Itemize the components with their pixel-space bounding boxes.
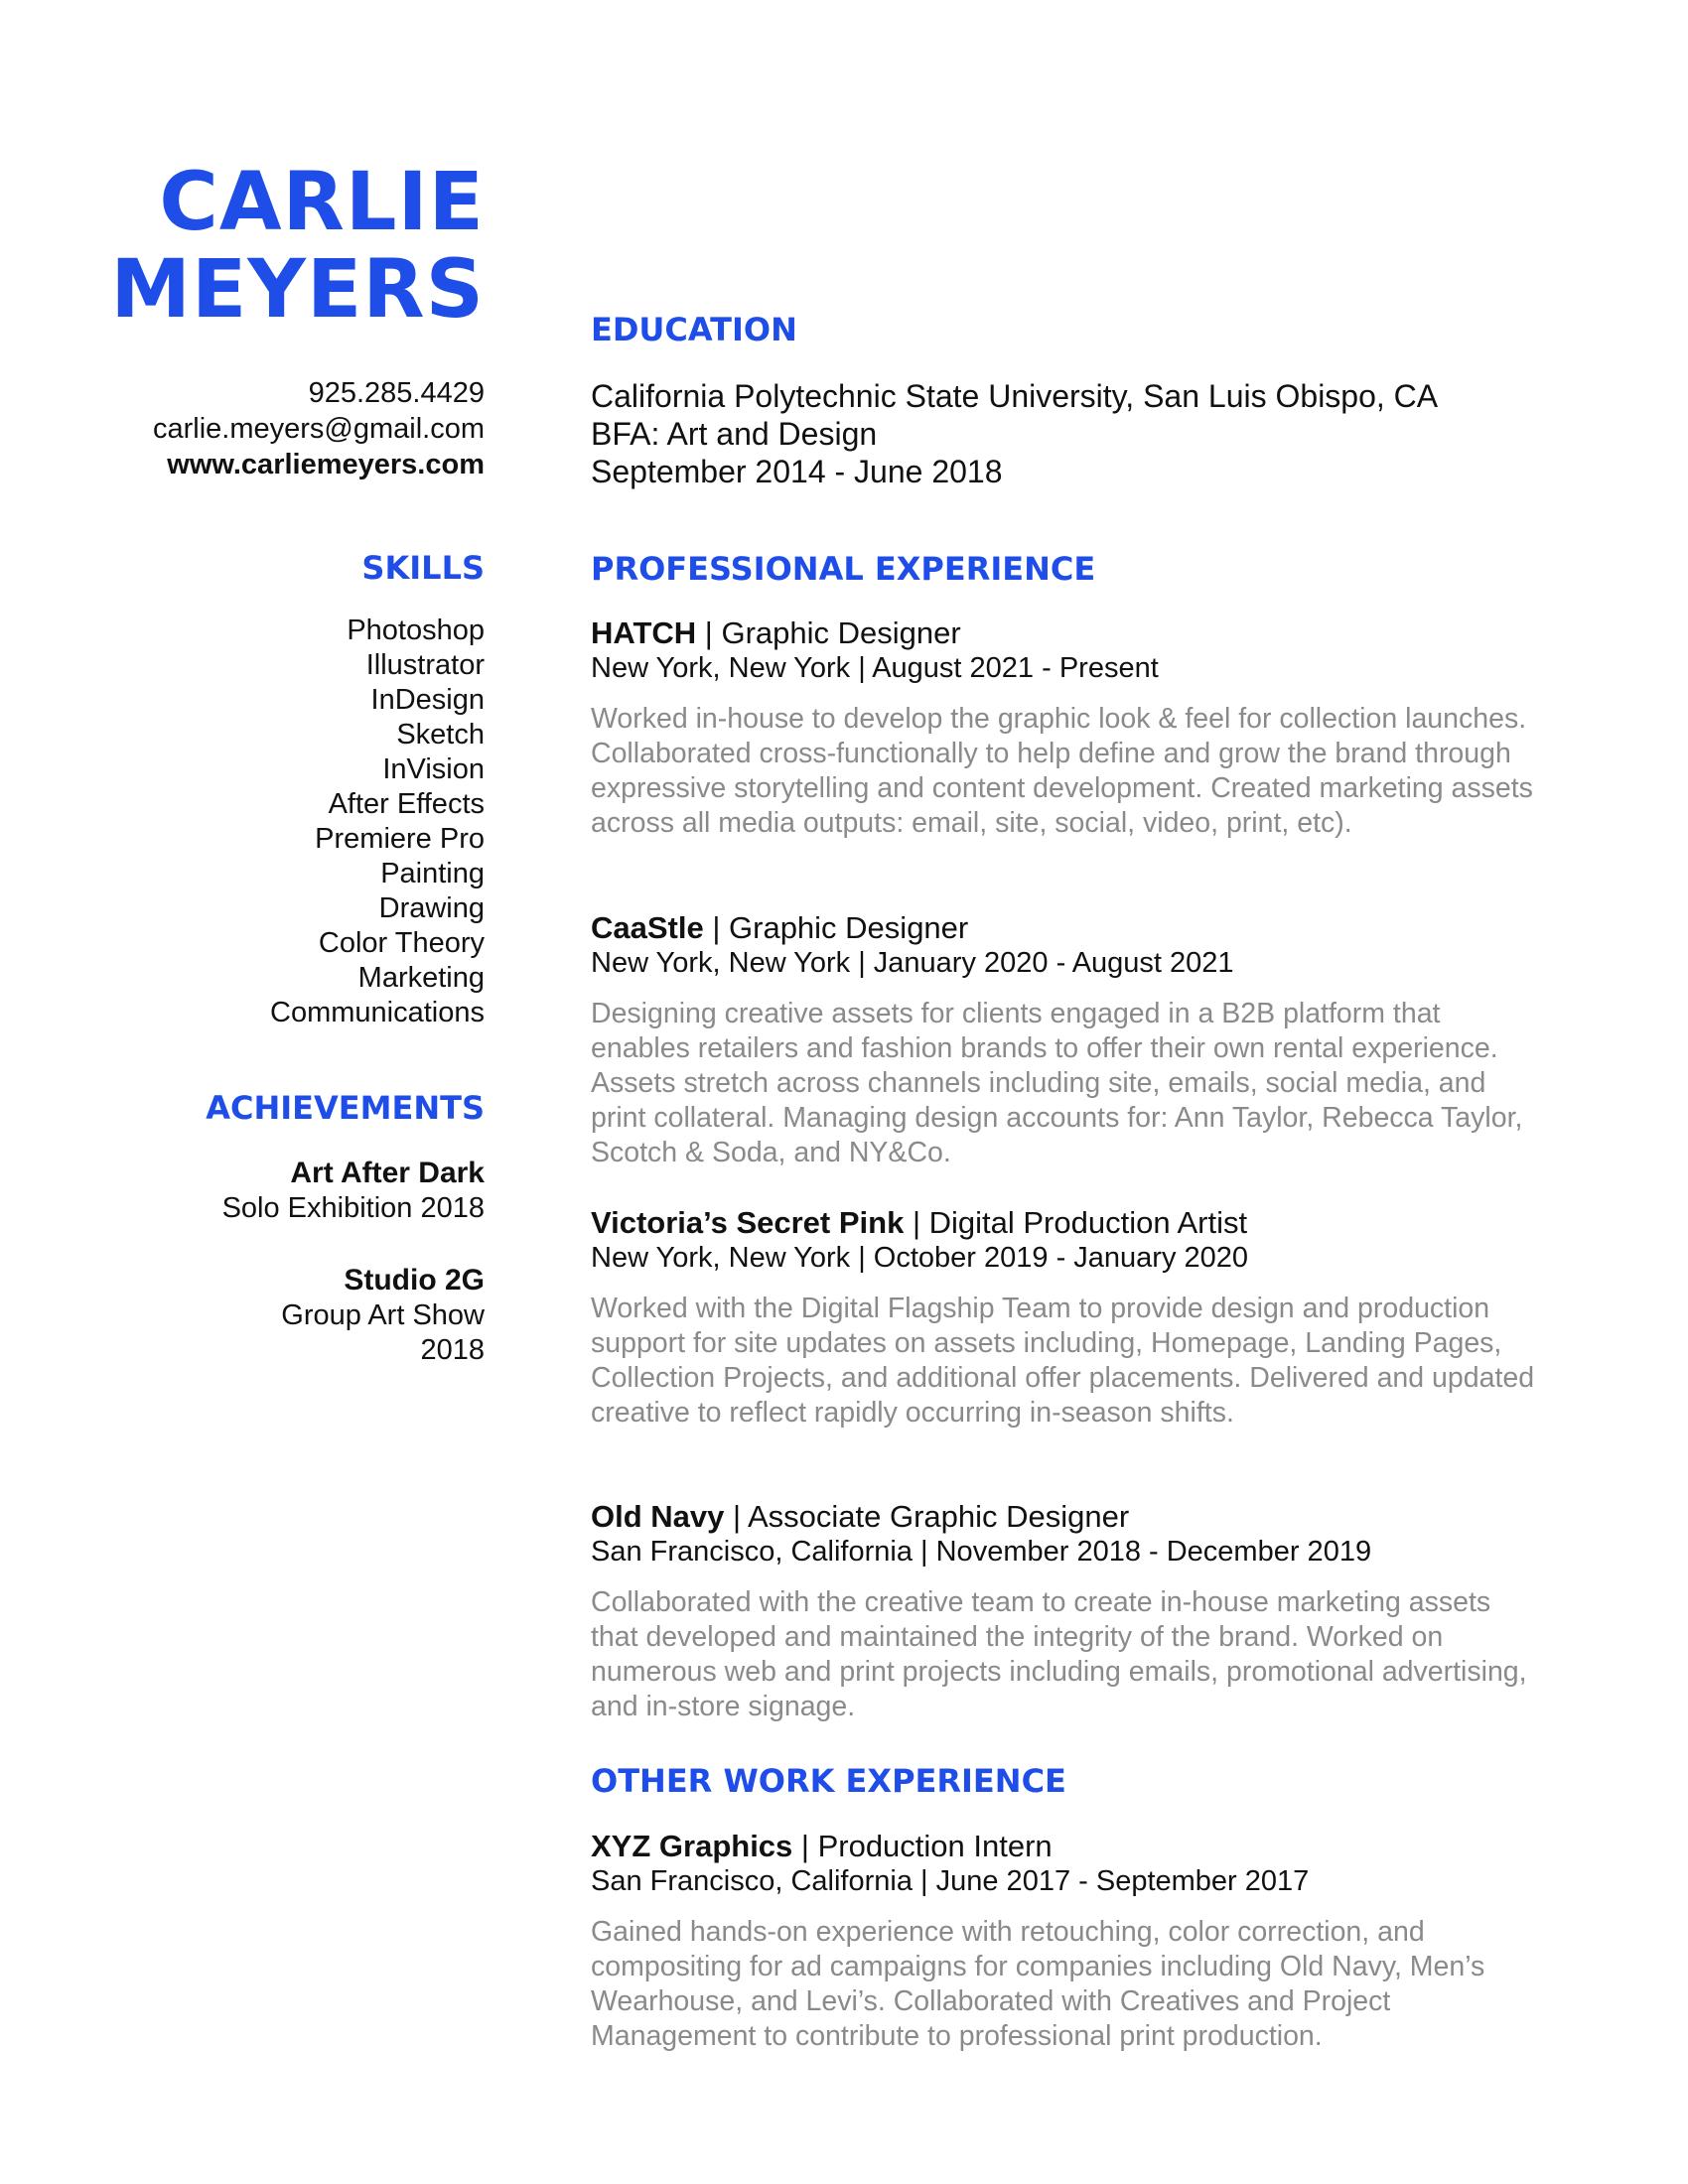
achievement-detail: Group Art Show <box>281 1299 485 1331</box>
achievements-heading: ACHIEVEMENTS <box>206 1089 485 1127</box>
skill-item: Communications <box>270 997 485 1028</box>
job-meta: San Francisco, California | June 2017 - September 2017 <box>591 1865 1310 1897</box>
skill-item: InVision <box>382 753 485 785</box>
achievement-item <box>222 1156 485 1226</box>
job-title: Graphic Designer <box>721 615 961 650</box>
job-description: Gained hands-on experience with retouching, color correction, and compositing for ad campaigns for companies including Old Navy, Men’s Wearhouse, and Levi’s. Collaborated with Creatives and Project Management to contribute to professional print production. <box>591 1916 1485 2052</box>
other-experience-heading: OTHER WORK EXPERIENCE <box>591 1762 1066 1800</box>
job-header: Old Navy | Associate Graphic Designer <box>591 1499 1130 1534</box>
achievement-title: Studio 2G <box>344 1264 485 1297</box>
job-title: Associate Graphic Designer <box>747 1499 1130 1534</box>
job-description: Designing creative assets for clients engaged in a B2B platform that enables retailers and fashion brands to offer their own rental experience. Assets stretch across channels including site, emails, social media, and print collateral. Managing design accounts for: Ann Taylor, Rebecca Taylor, Scotch & Soda, and NY&Co. <box>591 998 1523 1168</box>
job-entry <box>591 1205 1584 1431</box>
skill-item: Marketing <box>357 962 485 994</box>
skill-item: Premiere Pro <box>315 823 485 855</box>
website[interactable]: www.carliemeyers.com <box>167 449 485 480</box>
job-title: Production Intern <box>817 1829 1053 1863</box>
skill-item: Color Theory <box>318 927 485 959</box>
skill-item: InDesign <box>370 684 485 716</box>
job-company: Old Navy <box>591 1499 725 1534</box>
achievement-title: Art After Dark <box>290 1157 485 1189</box>
education-degree: BFA: Art and Design <box>591 416 878 452</box>
job-header: HATCH | Graphic Designer <box>591 615 961 650</box>
job-entry <box>591 615 1584 841</box>
job-meta: San Francisco, California | November 2018 - December 2019 <box>591 1536 1372 1568</box>
last-name: MEYERS <box>110 243 485 337</box>
job-title: Graphic Designer <box>729 910 969 945</box>
skill-item: Sketch <box>396 719 485 751</box>
job-title: Digital Production Artist <box>928 1205 1248 1240</box>
skill-item: Drawing <box>378 892 485 924</box>
skill-item: After Effects <box>328 788 485 820</box>
achievement-detail: Solo Exhibition 2018 <box>221 1192 485 1224</box>
email[interactable]: carlie.meyers@gmail.com <box>152 413 485 445</box>
skill-item: Illustrator <box>365 649 485 681</box>
achievement-detail: 2018 <box>420 1334 485 1366</box>
job-meta: New York, New York | October 2019 - January 2020 <box>591 1242 1249 1274</box>
job-meta: New York, New York | August 2021 - Present <box>591 652 1159 684</box>
education-dates: September 2014 - June 2018 <box>591 454 1003 489</box>
job-entry <box>591 910 1584 1170</box>
education-heading: EDUCATION <box>591 311 797 348</box>
job-description: Collaborated with the creative team to create in-house marketing assets that developed and maintained the integrity of the brand. Worked on numerous web and print projects including emails, promotional advertising, and in-store signage. <box>591 1586 1527 1722</box>
job-company: Victoria’s Secret Pink <box>591 1205 905 1240</box>
job-company: HATCH <box>591 615 697 650</box>
job-company: XYZ Graphics <box>591 1829 793 1863</box>
skill-item: Painting <box>380 858 485 889</box>
job-header: CaaStle | Graphic Designer <box>591 910 969 945</box>
phone: 925.285.4429 <box>308 377 485 409</box>
skills-list <box>270 614 485 1030</box>
achievement-item <box>281 1263 485 1368</box>
education-entry <box>591 377 1584 490</box>
skills-heading: SKILLS <box>361 549 485 587</box>
job-company: CaaStle <box>591 910 704 945</box>
education-school: California Polytechnic State University, San Luis Obispo, CA <box>591 378 1439 414</box>
job-header: XYZ Graphics | Production Intern <box>591 1829 1053 1863</box>
professional-heading: PROFESSIONAL EXPERIENCE <box>591 550 1096 588</box>
job-entry <box>591 1829 1584 2054</box>
job-header: Victoria’s Secret Pink | Digital Production Artist <box>591 1205 1248 1240</box>
job-description: Worked in-house to develop the graphic look & feel for collection launches. Collaborated cross-functionally to help define and grow the brand through expressive storytelling and content development. Created marketing assets across all media outputs: email, site, social, video, print, etc). <box>591 703 1533 839</box>
job-entry <box>591 1499 1584 1724</box>
job-meta: New York, New York | January 2020 - August 2021 <box>591 947 1234 979</box>
job-description: Worked with the Digital Flagship Team to provide design and production support for site updates on assets including, Homepage, Landing Pages, Collection Projects, and additional offer placements. Delivered and updated creative to reflect rapidly occurring in-season shifts. <box>591 1293 1535 1429</box>
skill-item: Photoshop <box>347 614 485 646</box>
first-name: CARLIE <box>159 156 485 249</box>
